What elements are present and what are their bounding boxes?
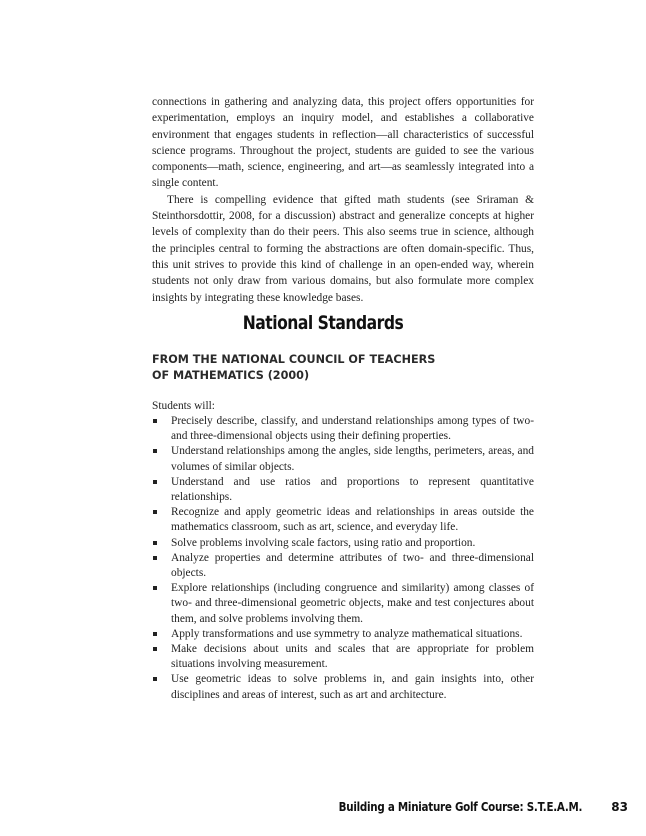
square-bullet-icon [153, 586, 157, 590]
square-bullet-icon [153, 541, 157, 545]
list-item-text: Explore relationships (including congruence and similarity) among classes of two- and three-dimensional geometric objects, make and test conjectures about them, and solve problems involving them. [171, 582, 534, 625]
list-item-text: Understand and use ratios and proportions to represent quantitative relationships. [171, 475, 534, 504]
list-item [152, 551, 534, 581]
standards-source-line-1: FROM THE NATIONAL COUNCIL OF TEACHERS [152, 353, 436, 366]
list-item [152, 627, 534, 642]
body-text [152, 94, 534, 306]
list-item [152, 475, 534, 505]
list-item-text: Solve problems involving scale factors, using ratio and proportion. [171, 536, 476, 549]
square-bullet-icon [153, 510, 157, 514]
square-bullet-icon [153, 419, 157, 423]
standards-source-line-2: OF MATHEMATICS (2000) [152, 369, 310, 382]
list-item [152, 536, 534, 551]
square-bullet-icon [153, 632, 157, 636]
square-bullet-icon [153, 480, 157, 484]
list-item-text: Apply transformations and use symmetry to analyze mathematical situations. [171, 627, 523, 640]
running-title: Building a Miniature Golf Course: S.T.E.A.M. [338, 800, 582, 814]
list-item-text: Analyze properties and determine attributes of two- and three-dimensional objects. [171, 551, 534, 580]
list-item-text: Make decisions about units and scales that are appropriate for problem situations involving measurement. [171, 643, 534, 671]
standards-list [152, 414, 534, 703]
square-bullet-icon [153, 449, 157, 453]
section-heading: National Standards [242, 312, 404, 334]
paragraph-evidence: There is compelling evidence that gifted math students (see Sriraman & Steinthorsdottir, 2008, for a discussion) abstract and generalize concepts at higher levels of complexity than do their peers. This also seems true in science, although the principles central to forming the abstractions are often domain-specific. Thus, this unit strives to provide this kind of challenge in an open-ended way, wherein students not only draw from various domains, but also formulate more complex insights by integrating these knowledge bases. [152, 193, 534, 304]
standards-source-heading [152, 352, 534, 384]
list-item-text: Use geometric ideas to solve problems in, and gain insights into, other disciplines and areas of interest, such as art and architecture. [171, 673, 534, 701]
list-item [152, 642, 534, 672]
list-item [152, 672, 534, 702]
list-item-text: Precisely describe, classify, and understand relationships among types of two- and three-dimensional objects using their defining properties. [171, 415, 534, 443]
square-bullet-icon [153, 556, 157, 560]
paragraph-continuation: connections in gathering and analyzing data, this project offers opportunities for experimentation, employs an inquiry model, and establishes a collaborative environment that engages students in reflection—all characteristics of successful science programs. Throughout the project, students are guided to see the various components—math, science, engineering, and art—as seamlessly integrated into a single content. [152, 96, 534, 190]
list-item-text: Recognize and apply geometric ideas and relationships in areas outside the mathematics classroom, such as art, science, and everyday life. [171, 506, 534, 534]
page-footer [0, 800, 646, 820]
list-item [152, 581, 534, 627]
list-item [152, 444, 534, 474]
page-number: 83 [611, 800, 628, 814]
list-item [152, 414, 534, 444]
list-item [152, 505, 534, 535]
square-bullet-icon [153, 677, 157, 681]
list-item-text: Understand relationships among the angles, side lengths, perimeters, areas, and volumes of similar objects. [171, 445, 534, 473]
square-bullet-icon [153, 647, 157, 651]
standards-intro: Students will: [152, 400, 215, 412]
